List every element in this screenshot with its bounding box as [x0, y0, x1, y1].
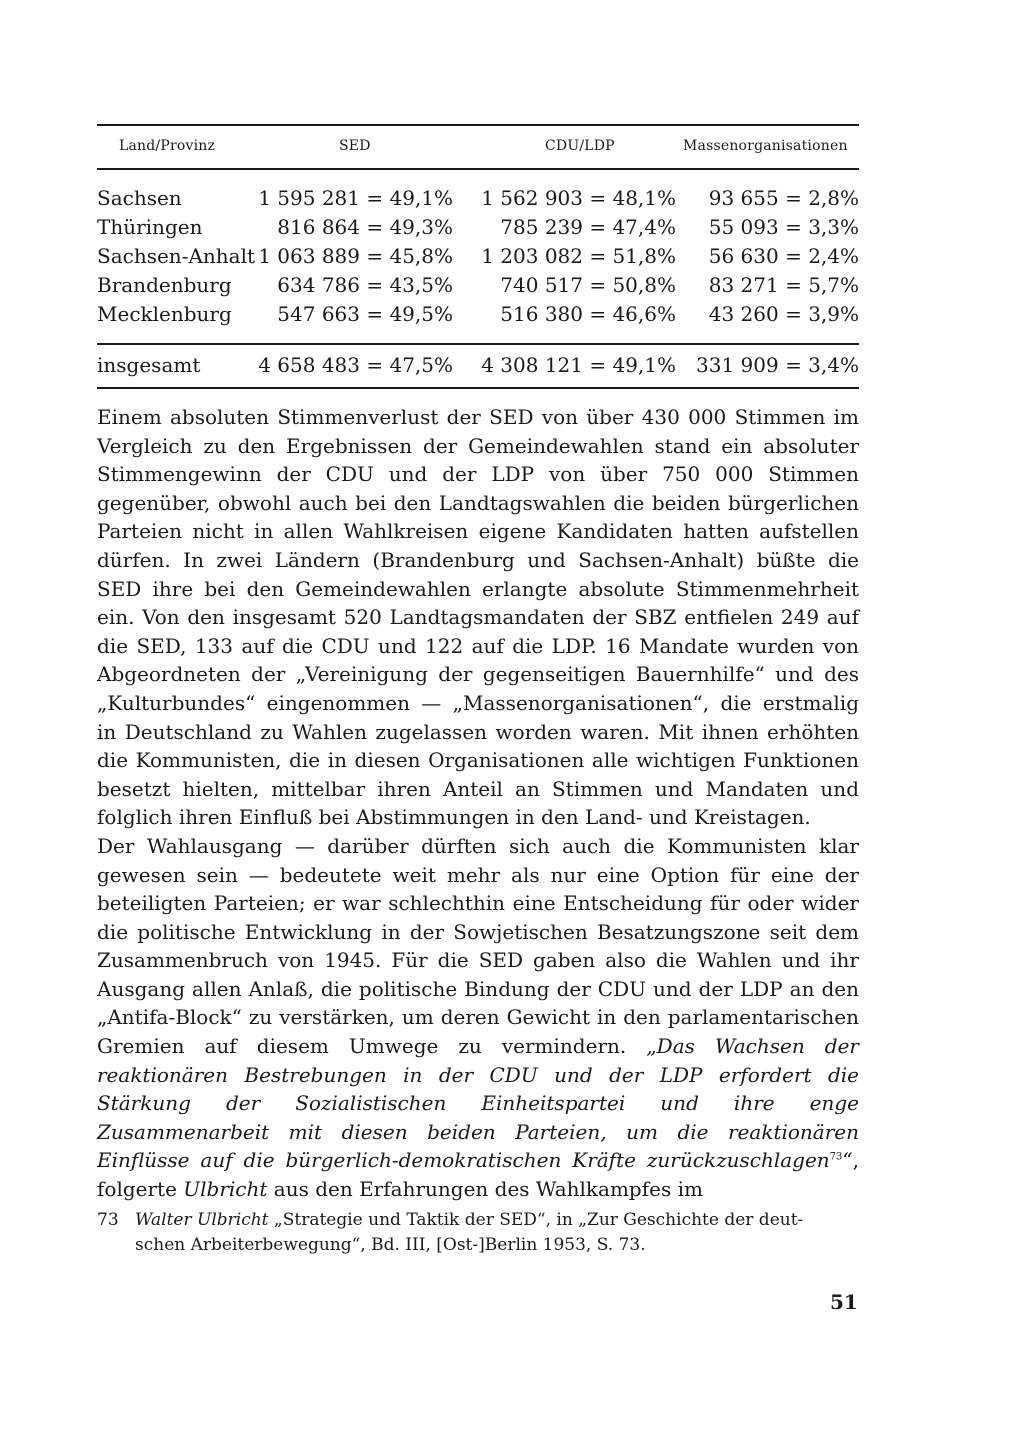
table-row	[97, 302, 859, 332]
author-name: Ulbricht	[183, 1177, 268, 1202]
footnote: 73 Walter Ulbricht „Strategie und Taktik der SED“, in „Zur Geschichte der deut- schen Arbeiterbewegung“, Bd. III, [Ost-]Berlin 1953, S. 73.	[97, 1210, 804, 1255]
quote: „Das Wachsen der reaktionären Bestrebungen in der CDU und der LDP erfordert die Stärkung der Sozialistischen Einheitspartei und ihre enge Zusammenarbeit mit diesen beiden Parteien, um die reaktionären Einflüsse auf die bürgerlich-demokratischen Kräfte zurückzuschlagen	[97, 1034, 859, 1173]
header-massenorganisationen: Massenorganisationen	[683, 138, 848, 154]
cell-mass: 83 271 = 5,7%	[708, 273, 859, 297]
cell-land: Sachsen-Anhalt	[97, 244, 256, 268]
footnote-author: Walter Ulbricht	[135, 1210, 269, 1230]
cell-mass: 43 260 = 3,9%	[708, 302, 859, 326]
cell-mass: 331 909 = 3,4%	[696, 353, 859, 377]
cell-sed: 1 063 889 = 45,8%	[258, 244, 453, 268]
cell-mass: 56 630 = 2,4%	[708, 244, 859, 268]
table-bottom-rule	[97, 387, 859, 389]
cell-cdu-ldp: 1 562 903 = 48,1%	[481, 186, 676, 210]
cell-sed: 4 658 483 = 47,5%	[258, 353, 453, 377]
cell-cdu-ldp: 785 239 = 47,4%	[500, 215, 676, 239]
table-row	[97, 244, 859, 274]
cell-land: Thüringen	[97, 215, 203, 239]
table-row	[97, 215, 859, 245]
paragraph: Einem absoluten Stimmenverlust der SED von über 430 000 Stimmen im Vergleich zu den Ergebnissen der Gemeindewahlen stand ein absoluter Stimmengewinn der CDU und der LDP von über 750 000 Stimmen gegenüber, obwohl auch bei den Landtagswahlen die beiden bürgerlichen Parteien nicht in allen Wahlkreisen eigene Kandidaten hatten aufstellen dürfen. In zwei Ländern (Brandenburg und Sachsen-Anhalt) büßte die SED ihre bei den Gemeindewahlen erlangte absolute Stimmenmehrheit ein. Von den insgesamt 520 Landtagsmandaten der SBZ entfielen 249 auf die SED, 133 auf die CDU und 122 auf die LDP. 16 Mandate wurden von Abgeordneten der „Vereinigung der gegenseitigen Bauernhilfe“ und des „Kulturbundes“ eingenommen — „Massenorganisationen“, die erstmalig in Deutschland zu Wahlen zugelassen worden waren. Mit ihnen erhöhten die Kommunisten, die in diesen Organisationen alle wichtigen Funktionen besetzt hielten, mittelbar ihren Anteil an Stimmen und Mandaten und folglich ihren Einfluß bei Abstimmungen in den Land- und Kreistagen.	[97, 405, 859, 830]
header-cdu-ldp: CDU/LDP	[545, 138, 615, 154]
header-sed: SED	[339, 138, 371, 154]
paragraph: Der Wahlausgang — darüber dürften sich auch die Kommunisten klar gewesen sein — bedeutete weit mehr als nur eine Option für eine der beteiligten Parteien; er war schlechthin eine Entscheidung für oder wider die politische Entwicklung in der Sowjetischen Besatzungszone seit dem Zusammenbruch von 1945. Für die SED gaben also die Wahlen und ihr Ausgang allen Anlaß, die politische Bindung der CDU und der LDP an den „Antifa-Block“ zu verstärken, um deren Gewicht in den parlamentarischen Gremien auf diesem Umwege zu vermindern. „Das Wachsen der reaktionären Bestrebungen in der CDU und der LDP erfordert die Stärkung der Sozialistischen Einheitspartei und ihre enge Zusammenarbeit mit diesen beiden Parteien, um die reaktionären Einflüsse auf die bürgerlich-demokratischen Kräfte zurückzuschlagen$^{73}$“, folgerte Ulbricht aus den Erfahrungen des Wahlkampfes im	[97, 833, 859, 1202]
table-total-row	[97, 353, 859, 383]
cell-land: Brandenburg	[97, 273, 232, 297]
table-header-rule	[97, 168, 859, 170]
footnote-number: 73	[97, 1210, 119, 1230]
cell-cdu-ldp: 4 308 121 = 49,1%	[481, 353, 676, 377]
cell-cdu-ldp: 1 203 082 = 51,8%	[481, 244, 676, 268]
cell-mass: 55 093 = 3,3%	[708, 215, 859, 239]
body-text	[97, 403, 859, 1204]
page-number: 51	[830, 1290, 858, 1314]
table-row	[97, 273, 859, 303]
cell-land: Sachsen	[97, 186, 182, 210]
cell-mass: 93 655 = 2,8%	[708, 186, 859, 210]
cell-land: Mecklenburg	[97, 302, 232, 326]
table-total-rule	[97, 343, 859, 345]
table-row	[97, 186, 859, 216]
cell-cdu-ldp: 516 380 = 46,6%	[500, 302, 676, 326]
cell-sed: 547 663 = 49,5%	[277, 302, 453, 326]
cell-land: insgesamt	[97, 353, 201, 377]
cell-sed: 816 864 = 49,3%	[277, 215, 453, 239]
cell-cdu-ldp: 740 517 = 50,8%	[500, 273, 676, 297]
cell-sed: 1 595 281 = 49,1%	[258, 186, 453, 210]
header-land: Land/Provinz	[119, 138, 216, 154]
table-top-rule	[97, 124, 859, 126]
cell-sed: 634 786 = 43,5%	[277, 273, 453, 297]
footnote-ref: 73	[829, 1151, 843, 1163]
